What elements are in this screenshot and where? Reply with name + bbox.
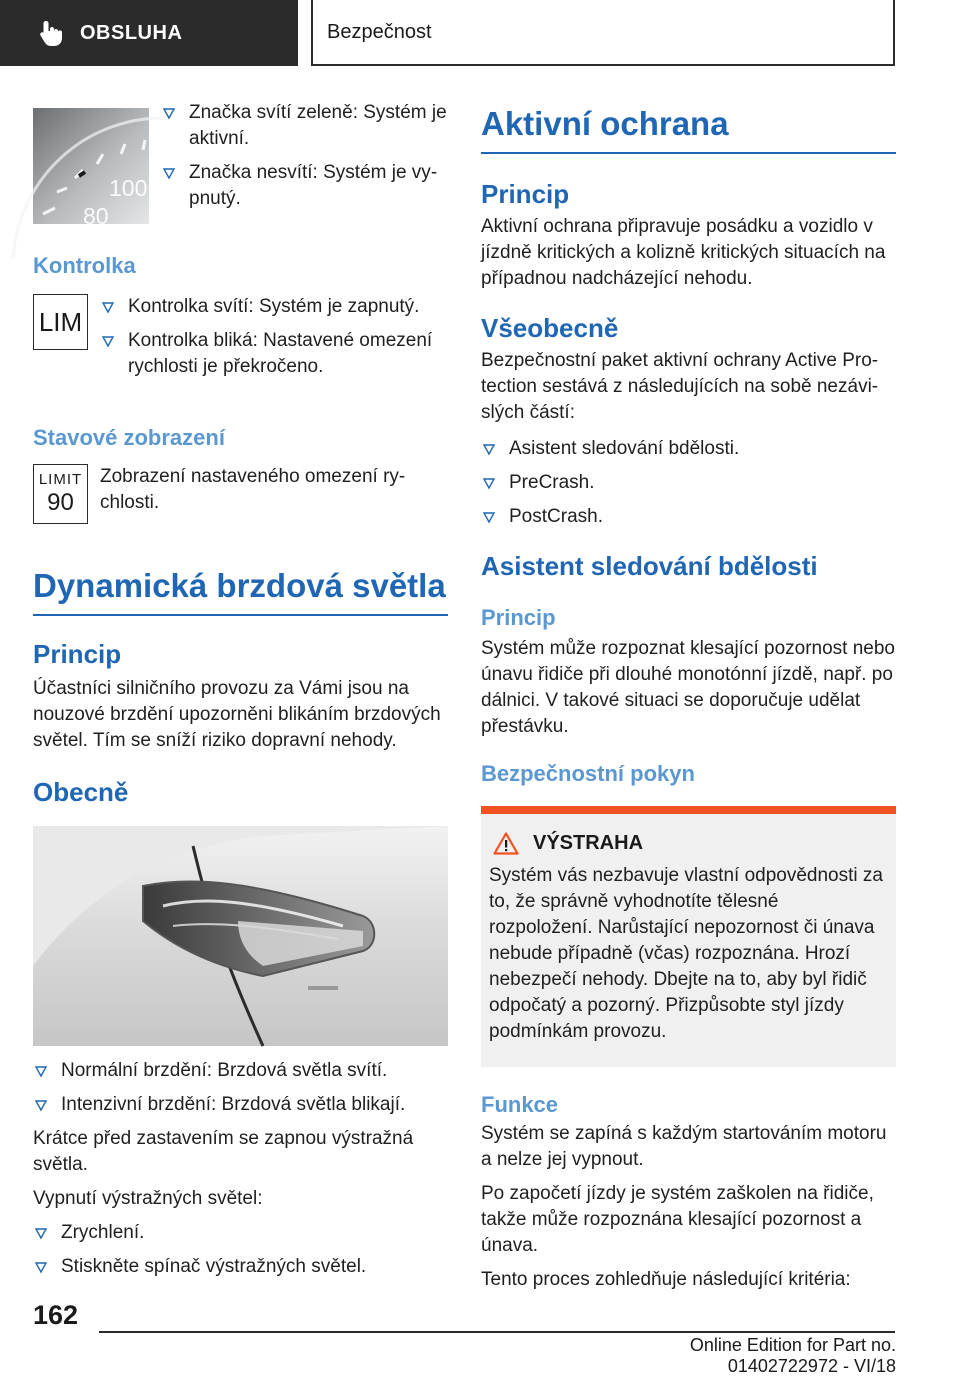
ap-obecne-text: Bezpečnostní paket aktivní ochrany Active Protection sestává z následujících na sobě nezávislých částí: (481, 349, 879, 423)
kontrolka-block (33, 294, 448, 388)
triangle-bullet-icon (35, 1262, 47, 1273)
list-item: Kontrolka svítí: Systém je zapnutý. (100, 294, 448, 320)
brake-list (33, 1058, 448, 1118)
stav-block (33, 464, 448, 524)
hand-icon (38, 19, 64, 47)
warning-text: Systém vás nezbavuje vlastní odpovědnosti za to, že správně vyhodnotíte tělesné rozpoložení. Narůstající nepozornost či únava nebude případně (včas) rozpoznána. Hrozí nebezpečí nehody. Dbejte na to, aby byl řidič odpočatý a pozorný. Přizpůsobte styl jízdy podmínkám provozu. (489, 864, 883, 1042)
triangle-bullet-icon (483, 478, 495, 489)
asist-princip-heading: Princip (481, 604, 556, 630)
list-item: Zrychlení. (33, 1220, 448, 1246)
warning-triangle-icon (493, 832, 519, 855)
left-column (33, 100, 448, 1288)
footer-rule (99, 1331, 895, 1333)
list-item: PostCrash. (481, 504, 896, 530)
dbs-heading: Dynamická brzdová světla (33, 567, 446, 604)
speedometer-image (33, 108, 149, 229)
list-item: Normální brzdění: Brzdová světla svítí. (33, 1058, 448, 1084)
list-item: Intenzivní brzdění: Brzdová světla blikají. (33, 1092, 448, 1118)
speed-label-80: 80 (83, 203, 109, 229)
funkce-text-1: Systém se zapíná s každým startováním motoru a nelze jej vypnout. (481, 1122, 887, 1170)
lim-indicator-icon: LIM (33, 294, 88, 350)
ap-obecne-heading: Všeobecně (481, 312, 619, 343)
heading-rule (481, 152, 896, 154)
kontrolka-list (100, 294, 448, 388)
warning-label: VÝSTRAHA (533, 831, 644, 854)
active-protection-heading: Aktivní ochrana (481, 105, 729, 142)
edition-text: Online Edition for Part no. 01402722972 - VI/18 (689, 1335, 896, 1376)
list-item: Stiskněte spínač výstražných světel. (33, 1254, 448, 1280)
funkce-text-2: Po započetí jízdy je systém zaškolen na řidiče, takže může rozpoznána klesající pozornost a únava. (481, 1182, 874, 1256)
speed-label-100: 100 (109, 175, 148, 201)
triangle-bullet-icon (35, 1100, 47, 1111)
limit-display-icon: LIMIT 90 (33, 464, 88, 524)
funkce-text-3: Tento proces zohledňuje následující kritéria: (481, 1268, 851, 1290)
triangle-bullet-icon (35, 1228, 47, 1239)
ap-princip-text: Aktivní ochrana připravuje posádku a vozidlo v jízdně kritických a kolizně kritických situacích na případnou nadcházející nehodu. (481, 215, 886, 289)
speedometer-block (33, 100, 448, 229)
warning-box (481, 806, 896, 1067)
header-topic-box (311, 0, 895, 66)
topic-title: Bezpečnost (327, 20, 432, 43)
dbs-para-2: Vypnutí výstražných světel: (33, 1187, 263, 1209)
triangle-bullet-icon (102, 302, 114, 313)
asist-heading: Asistent sledování bdělosti (481, 550, 818, 581)
ap-parts-list (481, 436, 896, 530)
dbs-obecne-heading: Obecně (33, 776, 129, 807)
list-item: Značka nesvítí: Systém je vypnutý. (161, 160, 448, 212)
ap-princip-heading: Princip (481, 178, 570, 209)
section-title: OBSLUHA (80, 21, 183, 44)
heading-rule (33, 614, 448, 616)
page-number: 162 (33, 1300, 79, 1330)
list-item: PreCrash. (481, 470, 896, 496)
hazard-off-list (33, 1220, 448, 1280)
triangle-bullet-icon (35, 1066, 47, 1077)
dbs-princip-heading: Princip (33, 638, 122, 669)
warning-title (489, 832, 886, 855)
tail-light-image (33, 826, 448, 1046)
stav-heading: Stavové zobrazení (33, 425, 225, 450)
kontrolka-heading: Kontrolka (33, 253, 136, 278)
list-item: Značka svítí zeleně: Systém je aktivní. (161, 100, 448, 152)
dbs-princip-text: Účastníci silničního provozu za Vámi jsou na nouzové brzdění upozorněni blikáním brzdových světel. Tím se sníží riziko dopravní nehody. (33, 677, 441, 751)
list-item: Asistent sledování bdělosti. (481, 436, 896, 462)
funkce-heading: Funkce (481, 1091, 559, 1117)
dbs-para-1: Krátce před zastavením se zapnou výstražná světla. (33, 1127, 414, 1175)
asist-princip-text: Systém může rozpoznat klesající pozornost nebo únavu řidiče při dlouhé monotónní jízdě, např. po dálnici. V takové situaci se doporučuje udělat přestávku. (481, 637, 895, 737)
triangle-bullet-icon (163, 168, 175, 179)
stav-text: Zobrazení nastaveného omezení rychlosti. (100, 466, 406, 513)
triangle-bullet-icon (102, 336, 114, 347)
triangle-bullet-icon (483, 444, 495, 455)
right-column (481, 104, 896, 1293)
header-section-tab (0, 0, 298, 66)
pokyn-heading: Bezpečnostní pokyn (481, 760, 695, 786)
triangle-bullet-icon (163, 108, 175, 119)
list-item: Kontrolka bliká: Nastavené omezení rychlosti je překročeno. (100, 328, 448, 380)
speedo-list (161, 100, 448, 224)
triangle-bullet-icon (483, 512, 495, 523)
